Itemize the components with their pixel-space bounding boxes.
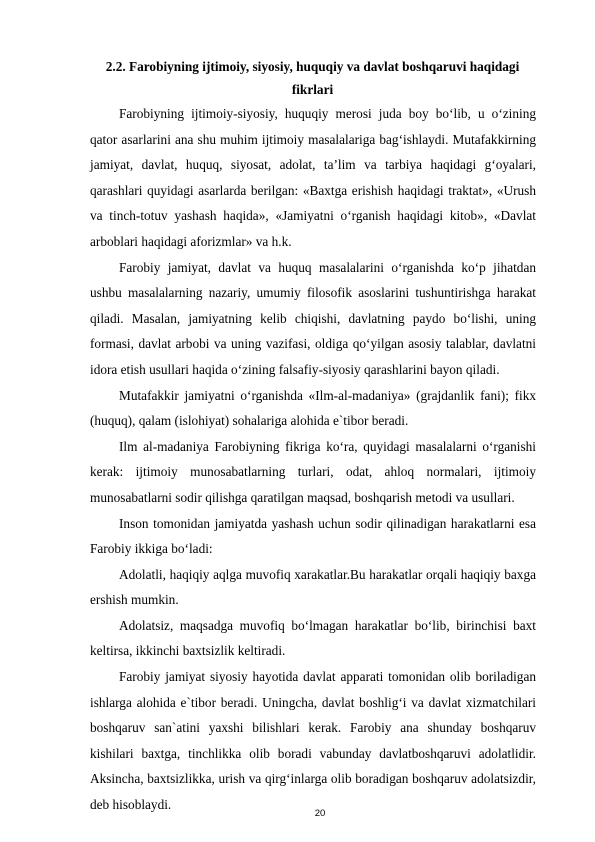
paragraph: Adolatli, haqiqiy aqlga muvofiq xarakatlar.Bu harakatlar orqali haqiqiy baxga ershish mumkin. [90,566,536,608]
paragraph: Ilm al-madaniya Farobiyning fikriga ko‘ra, quyidagi masalalarni o‘rganishi kerak: ijtimoiy munosabatlarning turlari, odat, ahloq normalari, ijtimoiy munosabatlarni sodir qilishga qaratilgan maqsad, boshqarish metodi va usullari. [90,438,536,505]
section-heading: 2.2. Farobiyning ijtimoiy, siyosiy, huquqiy va davlat boshqaruvi haqidagi fikrlari [105,59,520,97]
paragraph: Farobiyning ijtimoiy-siyosiy, huquqiy merosi juda boy bo‘lib, u o‘zining qator asarlarini ana shu muhim ijtimoiy masalalariga bag‘ishlaydi. Mutafakkirning jamiyat, davlat, huquq, siyosat, adolat, ta’lim va tarbiya haqidagi g‘oyalari, qarashlari quyidagi asarlarda berilgan: «Baxtga erishish haqidagi traktat», «Urush va tinch-totuv yashash haqida», «Jamiyatni o‘rganish haqidagi kitob», «Davlat arboblari haqidagi aforizmlar» va h.k. [90,106,536,249]
paragraph: Farobiy jamiyat siyosiy hayotida davlat apparati tomonidan olib boriladigan ishlarga alohida e`tibor beradi. Uningcha, davlat boshlig‘i va davlat xizmatchilari boshqaruv san`atini yaxshi bilishlari kerak. Farobiy ana shunday boshqaruv kishilari baxtga, tinchlikka olib boradi vabunday davlatboshqaruvi adolatlidir. Aksincha, baxtsizlikka, urish va qirg‘inlarga olib boradigan boshqaruv adolatsizdir, deb hisoblaydi. [90,669,536,813]
paragraph: Mutafakkir jamiyatni o‘rganishda «Ilm-al-madaniya» (grajdanlik fani); fikx (huquq), qalam (islohiyat) sohalariga alohida e`tibor beradi. [90,387,536,429]
paragraph: Farobiy jamiyat, davlat va huquq masalalarini o‘rganishda ko‘p jihatdan ushbu masalalarning nazariy, umumiy filosofik asoslarini tushuntirishga harakat qiladi. Masalan, jamiyatning kelib chiqishi, davlatning paydo bo‘lishi, uning formasi, davlat arbobi va uning vazifasi, oldiga qo‘yilgan asosiy talablar, davlatni idora etish usullari haqida o‘zining falsafiy-siyosiy qarashlarini bayon qiladi. [90,259,536,377]
paragraph: Inson tomonidan jamiyatda yashash uchun sodir qilinadigan harakatlarni esa Farobiy ikkiga bo‘ladi: [90,515,536,557]
body-text [90,101,536,818]
paragraph: Adolatsiz, maqsadga muvofiq bo‘lmagan harakatlar bo‘lib, birinchisi baxt keltirsa, ikkinchi baxtsizlik keltiradi. [90,617,536,659]
page-number: 20 [314,808,326,819]
